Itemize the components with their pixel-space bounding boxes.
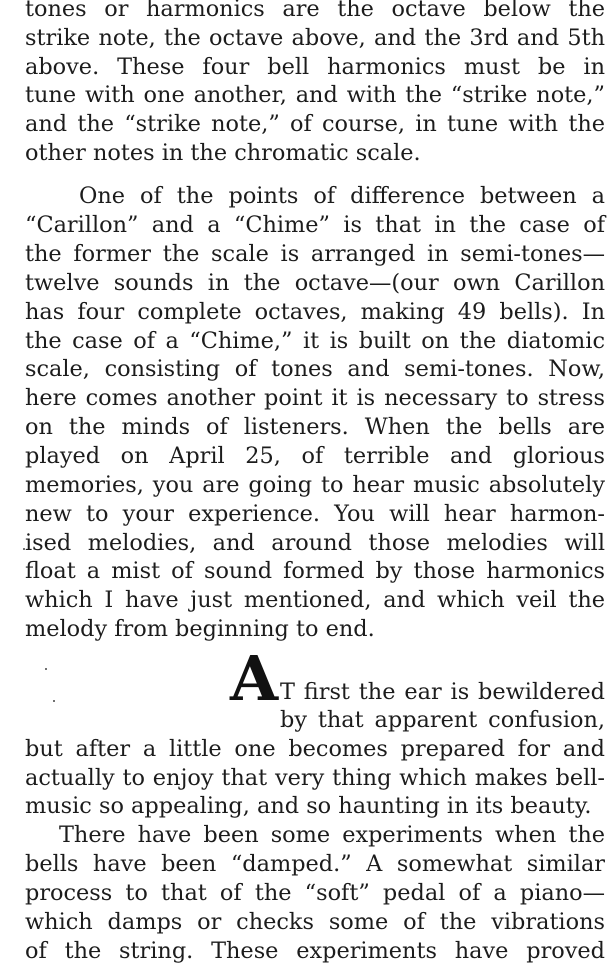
paragraph-1-line-2: strike note, the octave above, and the 3rd and 5th — [25, 25, 605, 51]
paragraph-1-line-1: tones or harmonics are the octave below the — [25, 0, 605, 22]
paragraph-4-line-2: bells have been “damped.” A somewhat similar — [25, 851, 605, 877]
paragraph-1-line-5: and the “strike note,” of course, in tune with the — [25, 111, 605, 137]
scan-speck — [45, 668, 47, 670]
paragraph-2-line-6: the case of a “Chime,” it is built on the diatomic — [25, 328, 605, 354]
scan-speck — [23, 548, 25, 550]
paragraph-2-line-1: One of the points of difference between a — [79, 183, 605, 209]
paragraph-2-line-11: memories, you are going to hear music absolutely — [25, 472, 605, 498]
paragraph-2-line-10: played on April 25, of terrible and glorious — [25, 443, 605, 469]
paragraph-2-line-5: has four complete octaves, making 49 bells). In — [25, 299, 605, 325]
paragraph-3-line-3: but after a little one becomes prepared for and — [25, 736, 605, 762]
paragraph-2-line-9: on the minds of listeners. When the bells are — [25, 414, 605, 440]
paragraph-3-line-5: music so appealing, and so haunting in its beauty. — [25, 793, 592, 819]
paragraph-2-line-14: float a mist of sound formed by those harmonics — [25, 558, 605, 584]
paragraph-2-line-15: which I have just mentioned, and which veil the — [25, 587, 605, 613]
paragraph-1-line-3: above. These four bell harmonics must be in — [25, 54, 605, 80]
paragraph-2-line-16: melody from beginning to end. — [25, 616, 375, 642]
paragraph-2-line-4: twelve sounds in the octave—(our own Carillon — [25, 270, 605, 296]
paragraph-1-line-6: other notes in the chromatic scale. — [25, 140, 421, 166]
paragraph-2-line-3: the former the scale is arranged in semi-tones— — [25, 241, 605, 267]
paragraph-3-line-4: actually to enjoy that very thing which makes bell- — [25, 765, 605, 791]
paragraph-4-line-3: process to that of the “soft” pedal of a piano— — [25, 880, 605, 906]
paragraph-2-line-8: here comes another point it is necessary to stress — [25, 385, 605, 411]
paragraph-2-line-12: new to your experience. You will hear harmon- — [25, 501, 605, 527]
paragraph-4-line-4: which damps or checks some of the vibrations — [25, 909, 605, 935]
paragraph-2-line-7: scale, consisting of tones and semi-tones. Now, — [25, 356, 605, 382]
paragraph-2-line-2: “Carillon” and a “Chime” is that in the case of — [25, 212, 605, 238]
paragraph-3-line-2: by that apparent confusion, — [280, 707, 605, 733]
paragraph-3-line-1: T first the ear is bewildered — [280, 679, 605, 705]
paragraph-1-line-4: tune with one another, and with the “strike note,” — [25, 82, 605, 108]
paragraph-2-line-13: ised melodies, and around those melodies will — [25, 530, 605, 556]
scan-speck — [53, 700, 55, 702]
drop-cap: A — [230, 642, 279, 715]
paragraph-4-line-5: of the string. These experiments have proved — [25, 938, 605, 964]
paragraph-4-line-1: There have been some experiments when the — [59, 822, 605, 848]
